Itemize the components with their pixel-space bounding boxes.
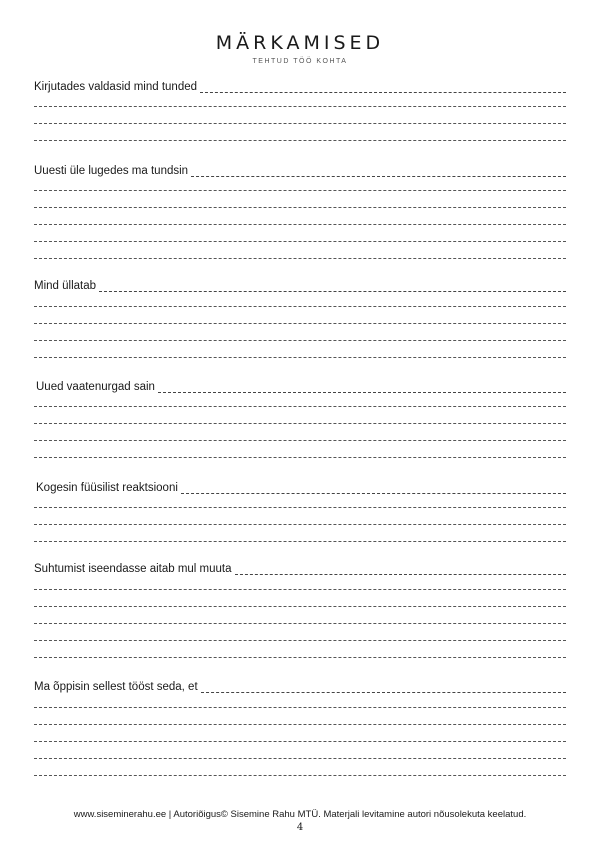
- answer-line[interactable]: [34, 207, 566, 208]
- section-prompt: [34, 81, 566, 93]
- answer-line[interactable]: [34, 457, 566, 458]
- page-title: MÄRKAMISED: [215, 32, 385, 54]
- answer-line[interactable]: [34, 258, 566, 259]
- answer-line[interactable]: [34, 775, 566, 776]
- answer-line[interactable]: [34, 724, 566, 725]
- answer-line[interactable]: [34, 741, 566, 742]
- section-prompt: [34, 681, 566, 693]
- answer-line[interactable]: [34, 707, 566, 708]
- answer-line[interactable]: [34, 306, 566, 307]
- answer-line[interactable]: [34, 190, 566, 191]
- section-prompt: [34, 280, 566, 292]
- section-prompt: [34, 165, 566, 177]
- answer-line[interactable]: [34, 640, 566, 641]
- answer-line[interactable]: [235, 565, 566, 575]
- page-number: 4: [296, 822, 304, 833]
- answer-line[interactable]: [34, 524, 566, 525]
- section-prompt: [34, 563, 566, 575]
- prompt-label: Uuesti üle lugedes ma tundsin: [34, 165, 189, 177]
- answer-line[interactable]: [34, 657, 566, 658]
- prompt-label: Kirjutades valdasid mind tunded: [34, 81, 198, 93]
- answer-line[interactable]: [191, 167, 566, 177]
- answer-line[interactable]: [34, 758, 566, 759]
- answer-line[interactable]: [200, 83, 566, 93]
- prompt-label: Ma õppisin sellest tööst seda, et: [34, 681, 198, 693]
- answer-line[interactable]: [34, 323, 566, 324]
- answer-line[interactable]: [34, 106, 566, 107]
- prompt-label: Kogesin füüsilist reaktsiooni: [36, 482, 178, 494]
- answer-line[interactable]: [99, 282, 566, 292]
- answer-line[interactable]: [34, 440, 566, 441]
- section-prompt: [36, 381, 566, 393]
- answer-line[interactable]: [34, 589, 566, 590]
- answer-line[interactable]: [34, 623, 566, 624]
- answer-line[interactable]: [34, 541, 566, 542]
- answer-line[interactable]: [34, 423, 566, 424]
- answer-line[interactable]: [34, 507, 566, 508]
- answer-line[interactable]: [34, 406, 566, 407]
- section-prompt: [36, 482, 566, 494]
- answer-line[interactable]: [34, 357, 566, 358]
- answer-line[interactable]: [158, 383, 566, 393]
- answer-line[interactable]: [34, 340, 566, 341]
- prompt-label: Suhtumist iseendasse aitab mul muuta: [34, 563, 232, 575]
- answer-line[interactable]: [34, 140, 566, 141]
- answer-line[interactable]: [34, 224, 566, 225]
- answer-line[interactable]: [34, 241, 566, 242]
- prompt-label: Uued vaatenurgad sain: [36, 381, 155, 393]
- page-subtitle: TEHTUD TÖÖ KOHTA: [252, 58, 348, 65]
- prompt-label: Mind üllatab: [34, 280, 97, 292]
- answer-line[interactable]: [181, 484, 566, 494]
- copyright-footer: www.siseminerahu.ee | Autoriõigus© Sisemine Rahu MTÜ. Materjali levitamine autori nõusolekuta keelatud.: [73, 809, 527, 820]
- answer-line[interactable]: [34, 606, 566, 607]
- answer-line[interactable]: [34, 123, 566, 124]
- answer-line[interactable]: [201, 683, 566, 693]
